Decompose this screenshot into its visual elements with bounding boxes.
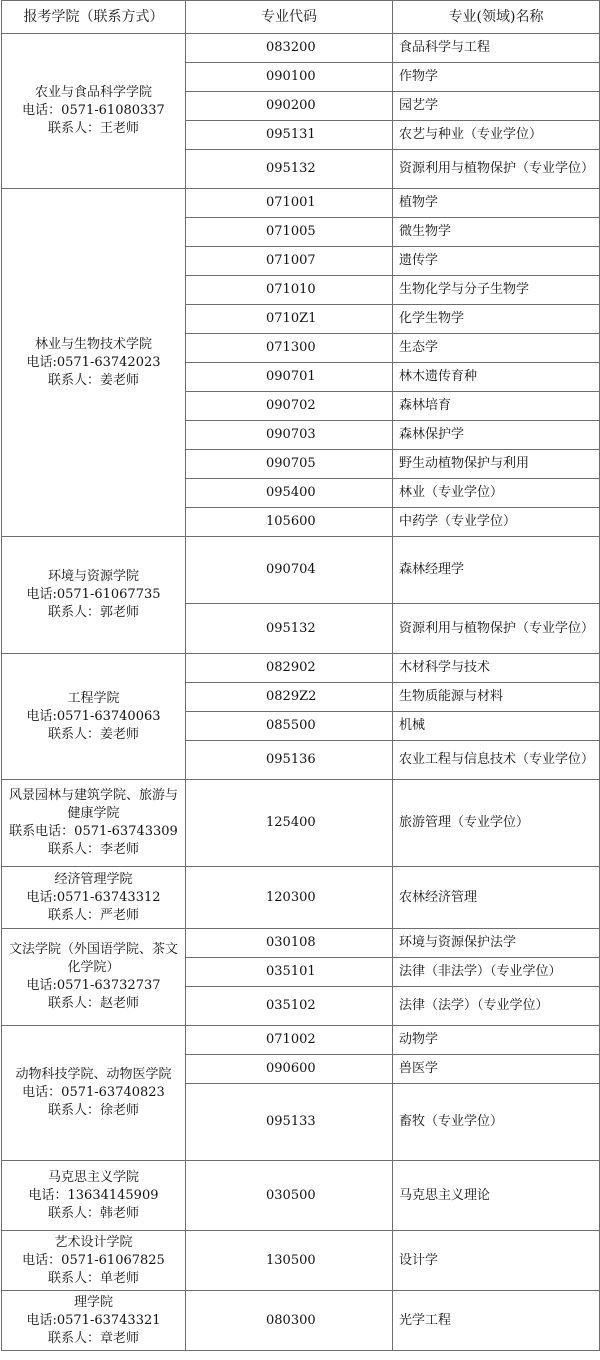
college-name: 工程学院	[67, 690, 120, 706]
college-contact: 联系人：单老师	[47, 1270, 139, 1286]
college-name: 艺术设计学院	[54, 1234, 133, 1250]
major-name-cell: 农艺与种业（专业学位）	[393, 121, 600, 150]
major-code-cell: 071005	[186, 218, 393, 247]
major-name-cell: 中药学（专业学位）	[393, 508, 600, 537]
major-name-cell: 森林培育	[393, 392, 600, 421]
college-contact: 联系人：王老师	[47, 121, 139, 136]
table-row	[2, 537, 600, 604]
college-contact: 联系人：李老师	[47, 842, 139, 857]
college-name: 动物科技学院、动物医学院	[15, 1067, 172, 1082]
major-code-cell: 090704	[186, 537, 393, 604]
major-name-cell: 农林经济管理	[393, 867, 600, 929]
college-name: 理学院	[73, 1294, 113, 1310]
major-name-cell: 野生动植物保护与利用	[393, 450, 600, 479]
major-code-cell: 120300	[186, 867, 393, 929]
college-phone: 电话：0571-61067825	[22, 1252, 165, 1268]
college-contact: 联系人：徐老师	[47, 1103, 139, 1118]
college-contact-cell	[2, 1291, 186, 1351]
college-contact-cell	[2, 537, 186, 654]
major-code-cell: 095133	[186, 1084, 393, 1161]
major-name-cell: 林木遗传育种	[393, 363, 600, 392]
major-name-cell: 光学工程	[393, 1291, 600, 1351]
major-code-cell: 071007	[186, 247, 393, 276]
major-code-cell: 090705	[186, 450, 393, 479]
college-name: 马克思主义学院	[47, 1169, 139, 1185]
major-code-cell: 071300	[186, 334, 393, 363]
header-row	[2, 1, 600, 34]
major-name-cell: 动物学	[393, 1026, 600, 1055]
table-row	[2, 867, 600, 929]
major-code-cell: 090600	[186, 1055, 393, 1084]
college-phone: 电话:0571-63742023	[26, 354, 161, 370]
major-name-cell: 法律（法学）（专业学位）	[393, 987, 600, 1026]
college-name: 农业与食品科学学院	[34, 85, 152, 100]
major-name-cell: 农业工程与信息技术（专业学位）	[393, 741, 600, 780]
header-college: 报考学院（联系方式）	[2, 1, 186, 34]
college-phone: 电话：0571-63740823	[22, 1085, 165, 1100]
college-contact-cell	[2, 189, 186, 537]
major-code-cell: 095132	[186, 604, 393, 654]
major-code-cell: 082902	[186, 654, 393, 683]
major-code-cell: 090703	[186, 421, 393, 450]
major-name-cell: 食品科学与工程	[393, 34, 600, 63]
major-code-cell: 085500	[186, 712, 393, 741]
college-contact: 联系人：章老师	[47, 1330, 139, 1346]
major-name-cell: 园艺学	[393, 92, 600, 121]
college-phone: 电话：13634145909	[28, 1187, 159, 1203]
major-code-cell: 035102	[186, 987, 393, 1026]
major-name-cell: 林业（专业学位）	[393, 479, 600, 508]
major-name-cell: 兽医学	[393, 1055, 600, 1084]
major-code-cell: 130500	[186, 1231, 393, 1291]
college-phone: 电话：0571-61080337	[22, 103, 165, 118]
major-code-cell: 090701	[186, 363, 393, 392]
college-phone: 电话:0571-63732737	[26, 978, 161, 993]
college-contact-cell	[2, 34, 186, 189]
major-code-cell: 095132	[186, 150, 393, 189]
college-contact-cell	[2, 1231, 186, 1291]
college-contact: 联系人：姜老师	[47, 372, 139, 388]
table-body	[2, 34, 600, 1351]
major-code-cell: 071010	[186, 276, 393, 305]
table-row	[2, 1231, 600, 1291]
major-name-cell: 遗传学	[393, 247, 600, 276]
table-row	[2, 654, 600, 683]
major-code-cell: 071002	[186, 1026, 393, 1055]
major-code-cell: 030500	[186, 1161, 393, 1231]
college-contact-cell	[2, 1026, 186, 1161]
major-code-cell: 125400	[186, 780, 393, 867]
major-code-cell: 090200	[186, 92, 393, 121]
college-contact: 联系人：严老师	[47, 907, 139, 923]
header-name: 专业(领域)名称	[393, 1, 600, 34]
college-phone: 电话:0571-61067735	[26, 587, 161, 602]
major-name-cell: 设计学	[393, 1231, 600, 1291]
college-contact: 联系人：姜老师	[47, 726, 139, 742]
college-contact: 联系人：赵老师	[47, 996, 139, 1011]
major-name-cell: 生物化学与分子生物学	[393, 276, 600, 305]
table-row	[2, 1161, 600, 1231]
major-name-cell: 木材科学与技术	[393, 654, 600, 683]
major-name-cell: 植物学	[393, 189, 600, 218]
table-row	[2, 1026, 600, 1055]
table-row	[2, 929, 600, 958]
major-name-cell: 畜牧（专业学位）	[393, 1084, 600, 1161]
college-contact-cell	[2, 1161, 186, 1231]
college-name: 风景园林与建筑学院、旅游与健康学院	[8, 788, 178, 821]
major-code-cell: 035101	[186, 958, 393, 987]
college-name: 林业与生物技术学院	[34, 336, 152, 352]
major-code-cell: 095131	[186, 121, 393, 150]
major-name-cell: 资源利用与植物保护（专业学位）	[393, 604, 600, 654]
college-phone: 电话:0571-63743321	[26, 1312, 161, 1328]
major-code-cell: 095400	[186, 479, 393, 508]
college-phone: 联系电话：0571-63743309	[9, 824, 178, 839]
major-name-cell: 机械	[393, 712, 600, 741]
major-code-cell: 083200	[186, 34, 393, 63]
major-name-cell: 环境与资源保护法学	[393, 929, 600, 958]
college-contact: 联系人：郭老师	[47, 605, 139, 620]
major-name-cell: 森林保护学	[393, 421, 600, 450]
table-row	[2, 189, 600, 218]
major-code-cell: 030108	[186, 929, 393, 958]
college-contact-cell	[2, 867, 186, 929]
major-code-cell: 0829Z2	[186, 683, 393, 712]
major-name-cell: 微生物学	[393, 218, 600, 247]
major-name-cell: 法律（非法学）（专业学位）	[393, 958, 600, 987]
major-name-cell: 作物学	[393, 63, 600, 92]
major-code-cell: 080300	[186, 1291, 393, 1351]
college-phone: 电话:0571-63740063	[26, 708, 161, 724]
major-code-cell: 105600	[186, 508, 393, 537]
college-contact-cell	[2, 929, 186, 1026]
major-name-cell: 生态学	[393, 334, 600, 363]
header-code: 专业代码	[186, 1, 393, 34]
major-code-cell: 0710Z1	[186, 305, 393, 334]
table-row	[2, 780, 600, 867]
college-name: 文法学院（外国语学院、茶文化学院）	[8, 942, 178, 975]
major-name-cell: 生物质能源与材料	[393, 683, 600, 712]
college-name: 经济管理学院	[54, 871, 133, 887]
table-row	[2, 1291, 600, 1351]
major-name-cell: 旅游管理（专业学位）	[393, 780, 600, 867]
major-code-cell: 071001	[186, 189, 393, 218]
college-contact-cell	[2, 654, 186, 780]
college-name: 环境与资源学院	[47, 569, 139, 584]
college-contact-cell	[2, 780, 186, 867]
major-name-cell: 马克思主义理论	[393, 1161, 600, 1231]
major-code-cell: 090702	[186, 392, 393, 421]
college-contact: 联系人：韩老师	[47, 1205, 139, 1221]
major-name-cell: 资源利用与植物保护（专业学位）	[393, 150, 600, 189]
major-code-cell: 090100	[186, 63, 393, 92]
major-code-cell: 095136	[186, 741, 393, 780]
college-phone: 电话:0571-63743312	[26, 889, 161, 905]
majors-table	[1, 0, 600, 1351]
major-name-cell: 森林经理学	[393, 537, 600, 604]
major-name-cell: 化学生物学	[393, 305, 600, 334]
table-row	[2, 34, 600, 63]
